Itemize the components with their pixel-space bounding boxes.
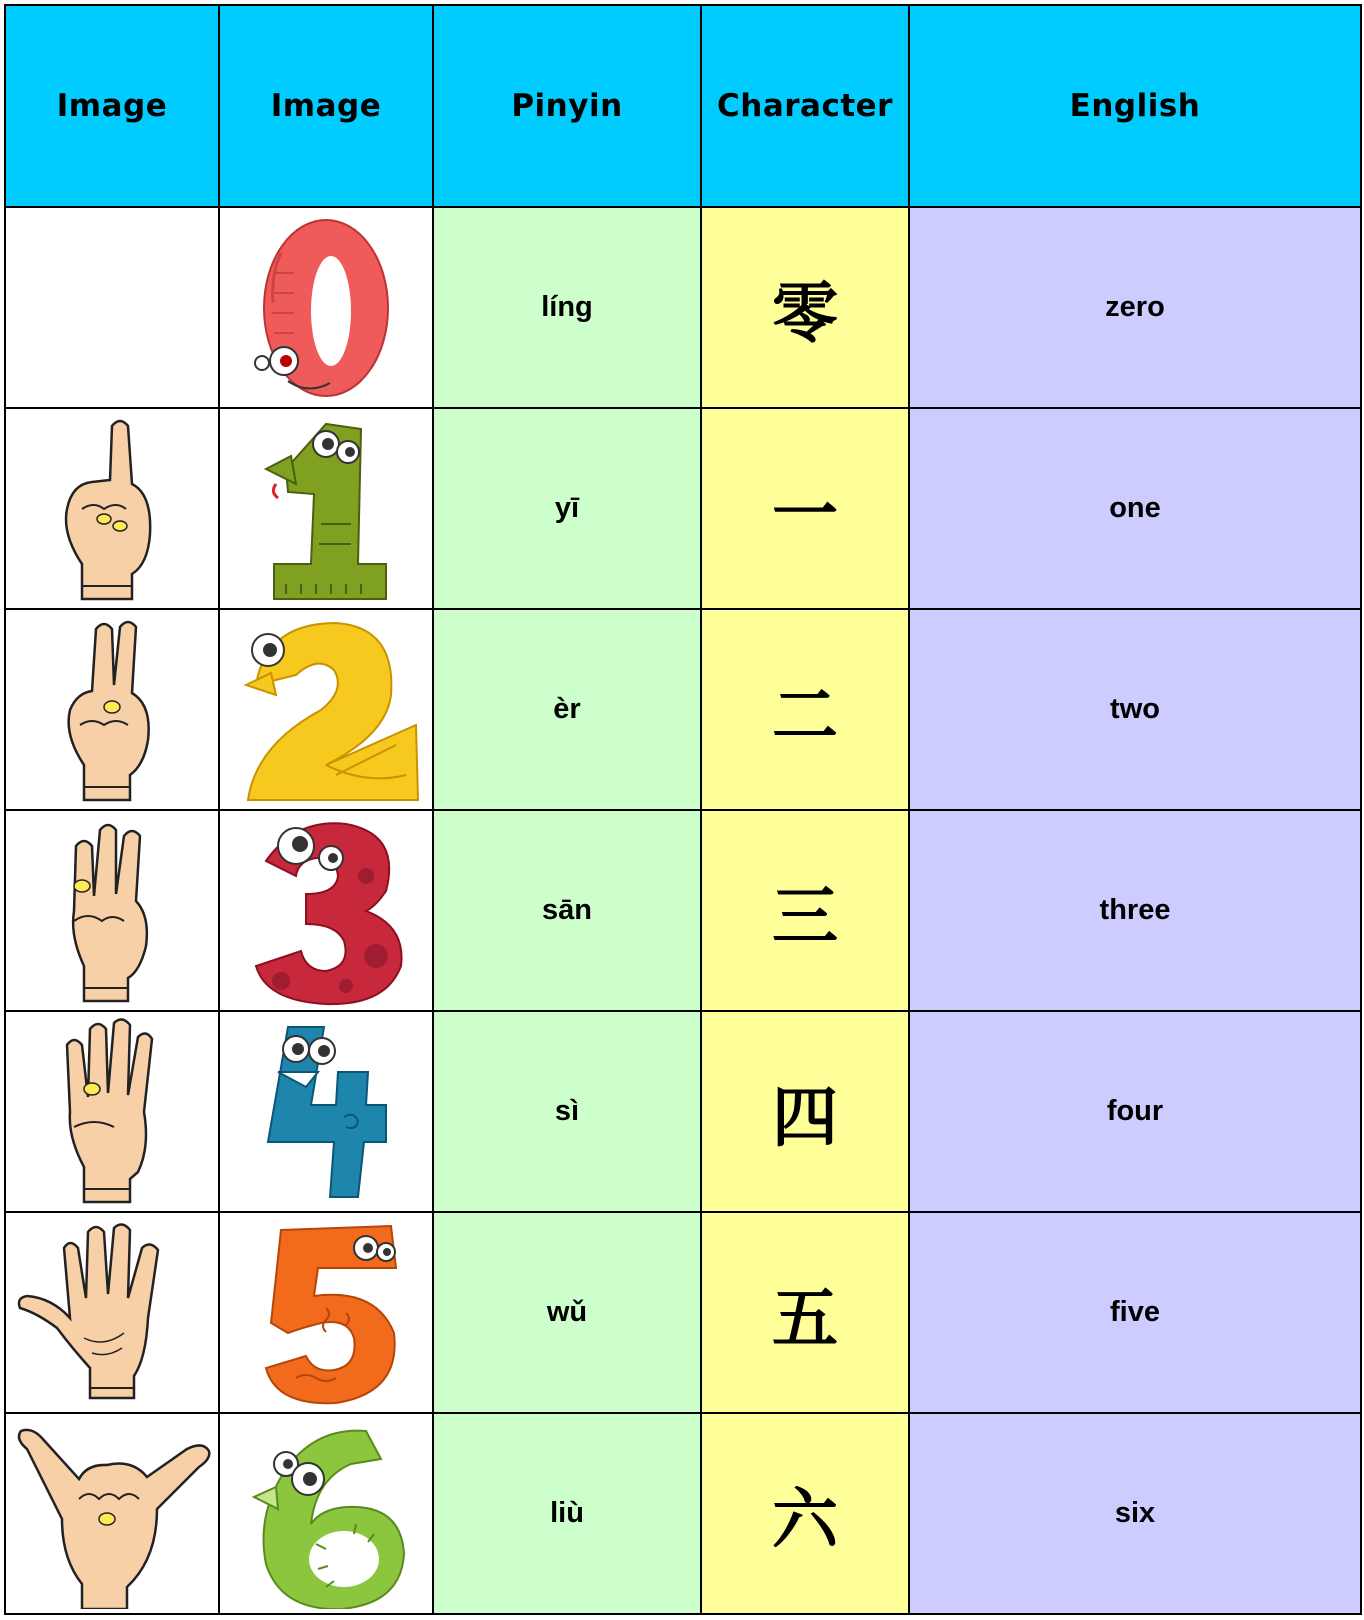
- english-cell: zero: [909, 207, 1361, 408]
- table-row: [5, 207, 1361, 408]
- hand-cell: [5, 1011, 219, 1212]
- header-english: English: [909, 5, 1361, 207]
- numbers-table: [4, 4, 1362, 1615]
- cartoon-one-icon: [226, 414, 426, 604]
- hand-cell: [5, 609, 219, 810]
- number-image-cell: [219, 408, 433, 609]
- character-cell: 三: [701, 810, 909, 1011]
- number-image-cell: [219, 1413, 433, 1614]
- cartoon-six-icon: [226, 1419, 426, 1609]
- table-row: [5, 609, 1361, 810]
- hand-four-fingers-icon: [12, 1017, 212, 1207]
- cartoon-two-icon: [226, 615, 426, 805]
- number-image-cell: [219, 609, 433, 810]
- number-image-cell: [219, 810, 433, 1011]
- character-cell: 一: [701, 408, 909, 609]
- pinyin-cell: wǔ: [433, 1212, 701, 1413]
- english-cell: two: [909, 609, 1361, 810]
- pinyin-cell: sān: [433, 810, 701, 1011]
- cartoon-zero-icon: [226, 213, 426, 403]
- hand-cell: [5, 408, 219, 609]
- number-image-cell: [219, 207, 433, 408]
- header-image-1: Image: [5, 5, 219, 207]
- pinyin-cell: líng: [433, 207, 701, 408]
- hand-cell: [5, 810, 219, 1011]
- character-cell: 五: [701, 1212, 909, 1413]
- pinyin-cell: liù: [433, 1413, 701, 1614]
- english-cell: six: [909, 1413, 1361, 1614]
- table-row: [5, 810, 1361, 1011]
- pinyin-cell: èr: [433, 609, 701, 810]
- header-pinyin: Pinyin: [433, 5, 701, 207]
- cartoon-five-icon: [226, 1218, 426, 1408]
- character-cell: 六: [701, 1413, 909, 1614]
- hand-one-finger-icon: [12, 414, 212, 604]
- cartoon-three-icon: [226, 816, 426, 1006]
- hand-cell: [5, 1413, 219, 1614]
- header-image-2: Image: [219, 5, 433, 207]
- number-image-cell: [219, 1011, 433, 1212]
- character-cell: 零: [701, 207, 909, 408]
- character-cell: 四: [701, 1011, 909, 1212]
- number-image-cell: [219, 1212, 433, 1413]
- english-cell: three: [909, 810, 1361, 1011]
- hand-six-gesture-icon: [7, 1419, 217, 1609]
- english-cell: one: [909, 408, 1361, 609]
- table-row: [5, 408, 1361, 609]
- pinyin-cell: yī: [433, 408, 701, 609]
- header-character: Character: [701, 5, 909, 207]
- english-cell: four: [909, 1011, 1361, 1212]
- table-row: [5, 1413, 1361, 1614]
- hand-five-fingers-icon: [12, 1218, 212, 1408]
- table-row: [5, 1212, 1361, 1413]
- header-row: [5, 5, 1361, 207]
- hand-cell: [5, 1212, 219, 1413]
- pinyin-cell: sì: [433, 1011, 701, 1212]
- hand-cell: [5, 207, 219, 408]
- table-row: [5, 1011, 1361, 1212]
- cartoon-four-icon: [226, 1017, 426, 1207]
- hand-three-fingers-icon: [12, 816, 212, 1006]
- hand-two-fingers-icon: [12, 615, 212, 805]
- english-cell: five: [909, 1212, 1361, 1413]
- table-body: [5, 207, 1361, 1614]
- character-cell: 二: [701, 609, 909, 810]
